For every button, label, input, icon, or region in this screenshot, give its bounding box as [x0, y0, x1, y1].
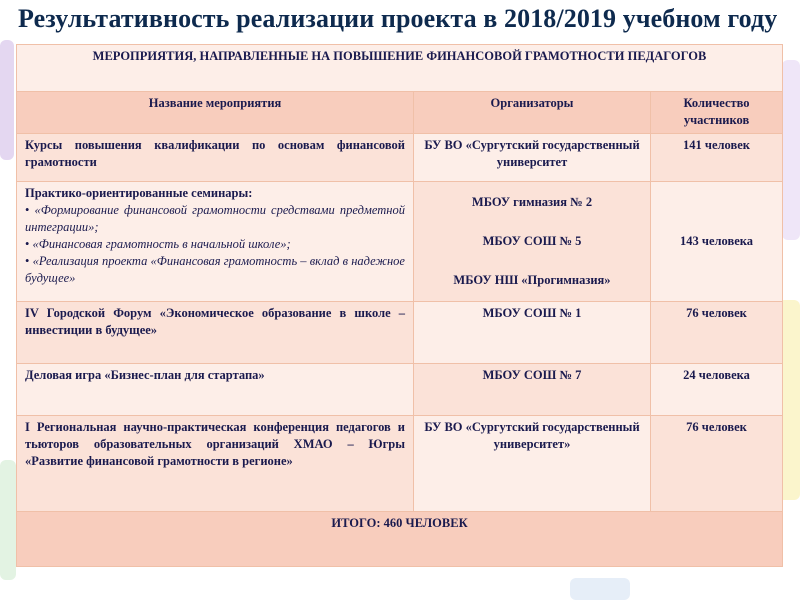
organizer-cell: БУ ВО «Сургутский государственный университет» — [414, 416, 651, 512]
total-cell: ИТОГО: 460 ЧЕЛОВЕК — [17, 512, 783, 567]
organizer-name: МБОУ НШ «Прогимназия» — [453, 273, 611, 287]
organizer-cell: МБОУ СОШ № 1 — [414, 302, 651, 364]
seminar-bullet: • «Формирование финансовой грамотности средствами предметной интеграции»; — [25, 203, 405, 234]
results-table — [16, 44, 783, 567]
table-row — [17, 134, 783, 182]
event-cell: I Региональная научно-практическая конференция педагогов и тьюторов образовательных организаций ХМАО – Югры «Развитие финансовой грамотности в регионе» — [17, 416, 414, 512]
header-count: Количество участников — [651, 92, 783, 134]
event-cell: IV Городской Форум «Экономическое образование в школе – инвестиции в будущее» — [17, 302, 414, 364]
section-title: МЕРОПРИЯТИЯ, НАПРАВЛЕННЫЕ НА ПОВЫШЕНИЕ ФИНАНСОВОЙ ГРАМОТНОСТИ ПЕДАГОГОВ — [17, 45, 783, 92]
table-row — [17, 364, 783, 416]
header-event: Название мероприятия — [17, 92, 414, 134]
organizer-cell: БУ ВО «Сургутский государственный университет — [414, 134, 651, 182]
decor-green-shape — [0, 460, 16, 580]
seminar-bullet: • «Реализация проекта «Финансовая грамотность – вклад в надежное будущее» — [25, 254, 405, 285]
organizer-cell: МБОУ СОШ № 7 — [414, 364, 651, 416]
count-cell: 141 человек — [651, 134, 783, 182]
seminar-title: Практико-ориентированные семинары: — [25, 186, 253, 200]
table-row — [17, 302, 783, 364]
event-cell: Курсы повышения квалификации по основам финансовой грамотности — [17, 134, 414, 182]
organizer-name: МБОУ СОШ № 5 — [482, 234, 582, 248]
decor-blue-shape — [570, 578, 630, 600]
seminar-bullet: • «Финансовая грамотность в начальной школе»; — [25, 237, 291, 251]
header-row — [17, 92, 783, 134]
decor-purple-shape — [0, 40, 14, 160]
count-cell: 76 человек — [651, 302, 783, 364]
table-row — [17, 416, 783, 512]
event-cell — [17, 182, 414, 302]
header-organizers: Организаторы — [414, 92, 651, 134]
decor-lavender-shape — [782, 60, 800, 240]
table-row — [17, 182, 783, 302]
count-cell: 76 человек — [651, 416, 783, 512]
event-cell: Деловая игра «Бизнес-план для стартапа» — [17, 364, 414, 416]
organizer-cell — [414, 182, 651, 302]
total-row — [17, 512, 783, 567]
count-cell: 24 человека — [651, 364, 783, 416]
count-cell: 143 человека — [651, 182, 783, 302]
organizer-name: МБОУ гимназия № 2 — [471, 195, 593, 209]
section-row — [17, 45, 783, 92]
page-title: Результативность реализации проекта в 2018/2019 учебном году — [18, 4, 778, 33]
